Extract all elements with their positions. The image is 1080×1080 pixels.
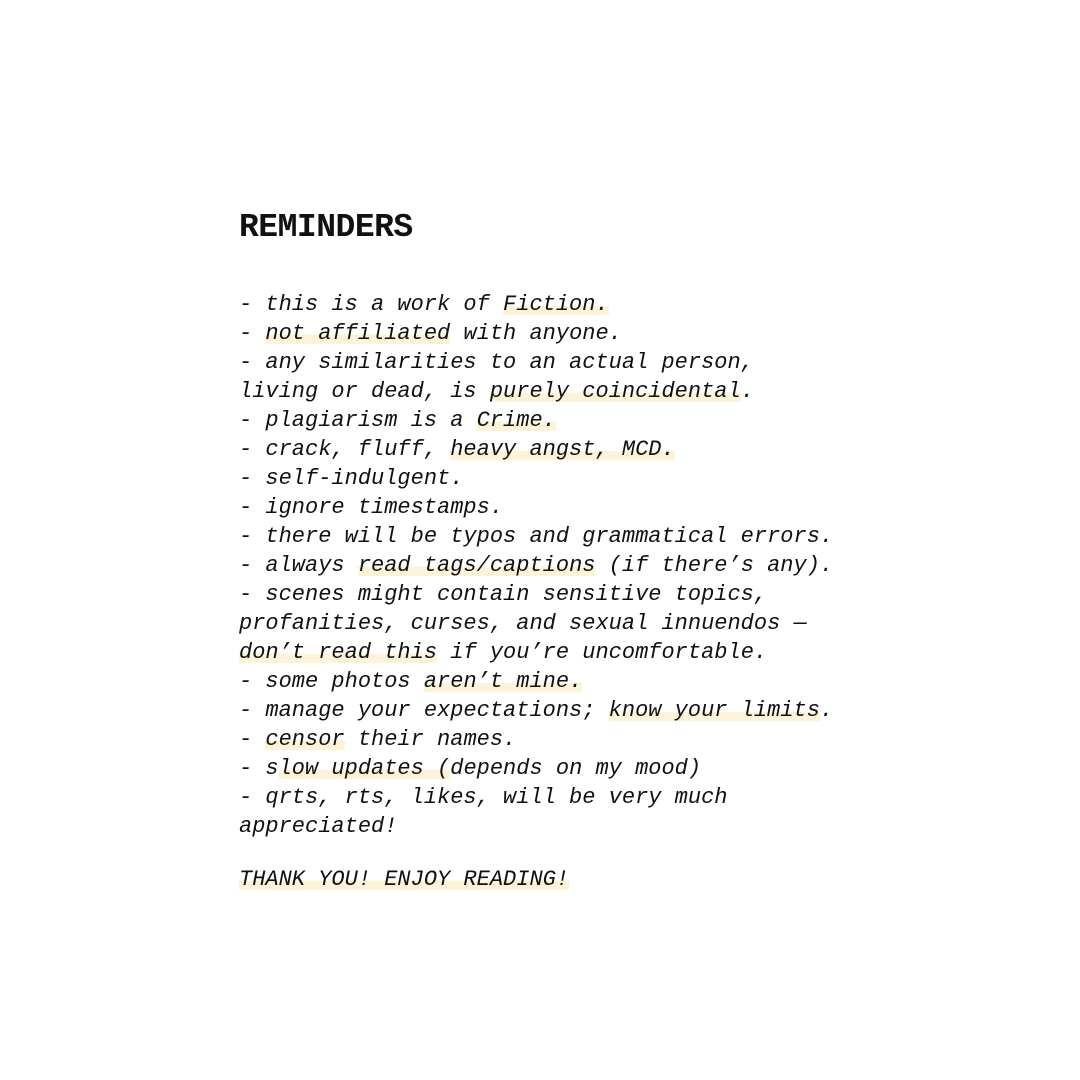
reminder-line	[239, 667, 939, 696]
reminder-line	[239, 551, 939, 580]
text-segment: -	[239, 727, 266, 752]
text-segment: depends on my mood)	[450, 756, 702, 781]
text-segment: - crack, fluff,	[239, 437, 451, 462]
closing-message	[239, 865, 939, 894]
text-segment: .	[740, 379, 754, 404]
text-segment: - there will be typos and grammatical errors.	[239, 524, 834, 549]
text-segment: - scenes might contain sensitive topics,	[239, 582, 768, 607]
reminder-line	[239, 522, 939, 551]
reminder-line	[239, 435, 939, 464]
reminder-line	[239, 754, 939, 783]
highlighted-text: know your limits	[608, 698, 820, 723]
text-segment: - self-indulgent.	[239, 466, 464, 491]
text-segment: - this is a work of	[239, 292, 504, 317]
highlighted-text: Crime.	[476, 408, 556, 433]
reminder-line	[239, 609, 939, 638]
text-segment: living or dead, is	[239, 379, 490, 404]
page-title: REMINDERS	[239, 209, 413, 246]
reminder-line	[239, 493, 939, 522]
highlighted-text: THANK YOU! ENJOY READING!	[239, 867, 570, 892]
reminder-line	[239, 290, 939, 319]
text-segment: their names.	[344, 727, 517, 752]
text-segment: - manage your expectations;	[239, 698, 609, 723]
text-segment: -	[239, 321, 266, 346]
text-segment: - plagiarism is a	[239, 408, 477, 433]
reminder-line	[239, 377, 939, 406]
text-segment: if you’re uncomfortable.	[437, 640, 768, 665]
reminder-line	[239, 783, 939, 812]
text-segment: .	[819, 698, 834, 723]
highlighted-text: low updates (	[278, 756, 451, 781]
text-segment: - s	[239, 756, 279, 781]
highlighted-text: read tags/captions	[357, 553, 596, 578]
reminder-line	[239, 638, 939, 667]
text-segment: appreciated!	[239, 814, 398, 839]
reminders-list	[239, 290, 939, 841]
reminder-line	[239, 406, 939, 435]
reminder-line	[239, 464, 939, 493]
reminder-line	[239, 725, 939, 754]
reminders-document	[239, 206, 939, 894]
highlighted-text: don’t read this	[239, 640, 438, 665]
highlighted-text: aren’t mine.	[423, 669, 583, 694]
text-segment: profanities, curses, and sexual innuendos —	[239, 611, 807, 636]
highlighted-text: Fiction.	[503, 292, 609, 317]
highlighted-text: censor	[265, 727, 345, 752]
text-segment: - always	[239, 553, 358, 578]
reminder-line	[239, 580, 939, 609]
text-segment: - some photos	[239, 669, 424, 694]
reminder-line	[239, 319, 939, 348]
text-segment: with anyone.	[450, 321, 622, 346]
highlighted-text: heavy angst, MCD.	[450, 437, 675, 462]
text-segment: (if there’s any).	[595, 553, 834, 578]
highlighted-text: purely coincidental	[489, 379, 741, 404]
text-segment: - ignore timestamps.	[239, 495, 504, 520]
reminder-line	[239, 348, 939, 377]
text-segment: - any similarities to an actual person,	[239, 350, 754, 375]
highlighted-text: not affiliated	[265, 321, 451, 346]
reminder-line	[239, 696, 939, 725]
text-segment: - qrts, rts, likes, will be very much	[239, 785, 728, 810]
reminder-line	[239, 812, 939, 841]
